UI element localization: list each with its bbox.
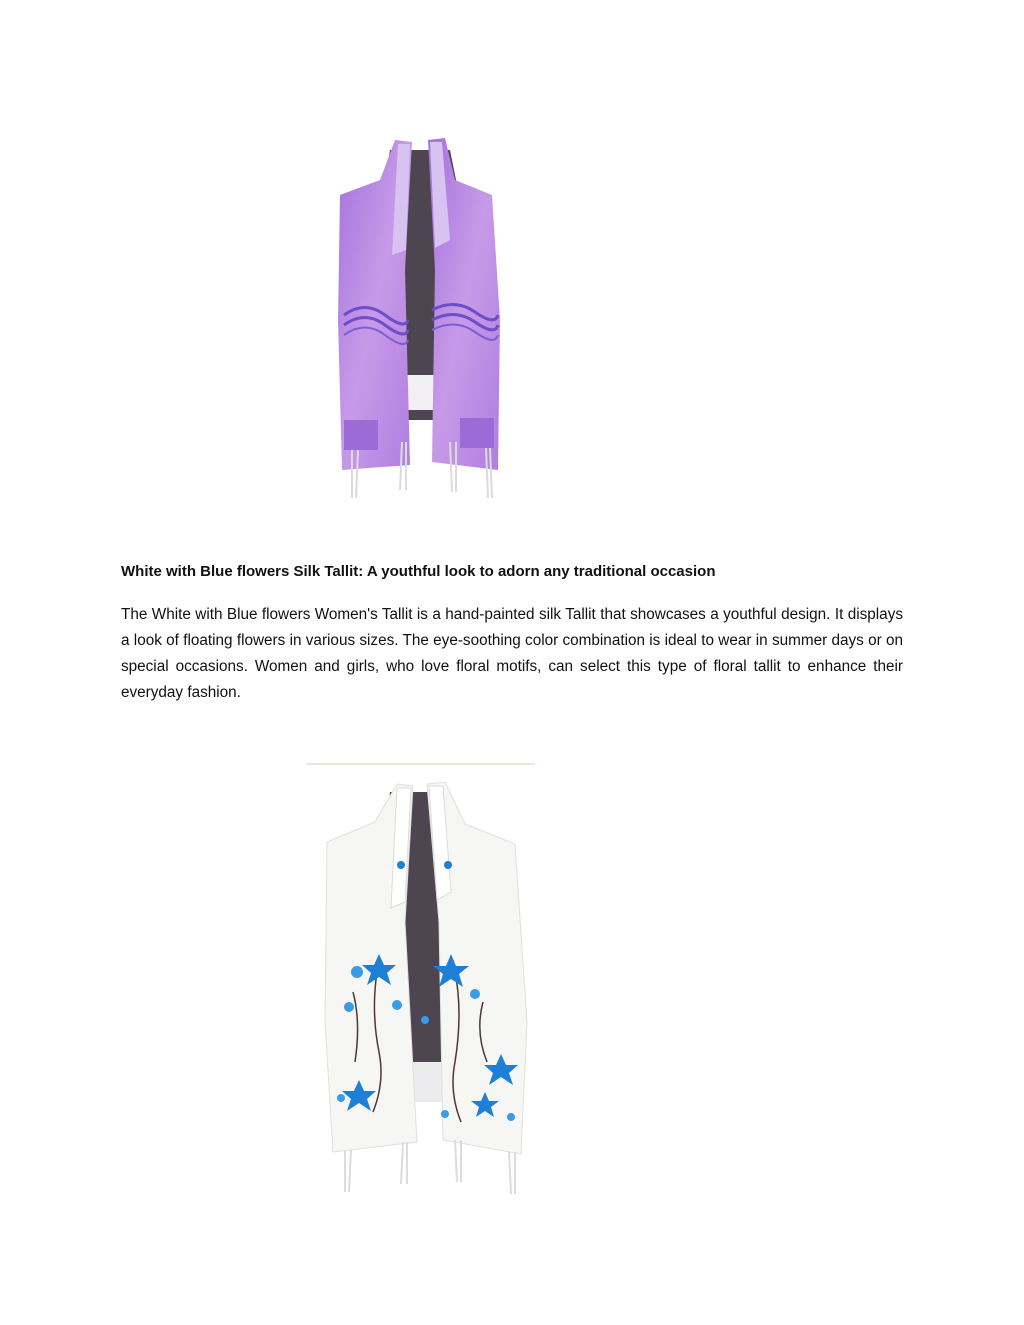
description-paragraph: The White with Blue flowers Women's Tallit is a hand-painted silk Tallit that showcases a youthful design. It displays a look of floating flowers in various sizes. The eye-soothing color combination is ideal to wear in summer days or on special occasions. Women and girls, who love floral motifs, can select this type of floral tallit to enhance their everyday fashion.	[121, 606, 903, 701]
section-heading: White with Blue flowers Silk Tallit: A youthful look to adorn any traditional occasion	[121, 563, 716, 580]
purple-tallit-illustration	[320, 120, 520, 505]
white-tallit-illustration	[305, 762, 537, 1198]
white-blue-flowers-tallit-image	[305, 762, 537, 1198]
purple-tallit-image	[320, 120, 520, 505]
